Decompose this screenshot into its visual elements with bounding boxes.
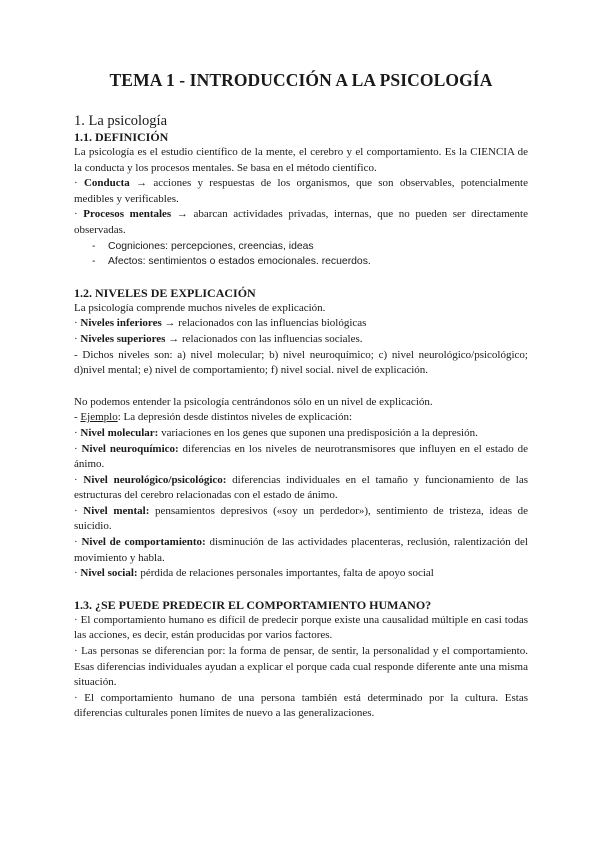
bullet-mark: · [74,317,81,330]
bullet-mark: · [74,177,84,190]
predecir-paragraph: · Las personas se diferencian por: la forma de pensar, de sentir, la personalidad y el comportamiento. Esas diferencias individuales ayudan a explicar el porque cada cual responde diferente ante una misma situación. [74,645,528,689]
nivel-text: diferencias individuales en el tamaño y funcionamiento de las estructuras del cerebro relacionadas con el estado de ánimo. [74,473,528,502]
subsection-heading-predecir: 1.3. ¿SE PUEDE PREDECIR EL COMPORTAMIENTO HUMANO? [74,597,432,612]
bullet-mark: · [74,332,81,345]
niveles-intro: La psicología comprende muchos niveles de explicación. [74,301,326,314]
procesos-term: Procesos mentales [83,208,172,221]
subsection-heading-niveles: 1.2. NIVELES DE EXPLICACIÓN [74,285,256,300]
list-item-text: Afectos: sentimientos o estados emocionales. recuerdos. [108,256,371,268]
procesos-text: → abarcan actividades privadas, internas, que no pueden ser directamente observadas. [74,208,528,236]
dichos-niveles-paragraph: - Dichos niveles son: a) nivel molecular; b) nivel neuroquímico; c) nivel neurológico/psicológico; d)nivel mental; e) nivel de comportamiento; f) nivel social. nivel de explicación. [74,348,528,377]
nivel-item [74,566,528,582]
nivel-item [74,504,528,535]
dash-mark: - [92,256,96,268]
bullet-mark: · [74,473,84,486]
superiores-text: → relacionados con las influencias sociales. [165,332,363,345]
section-heading-psicologia: 1. La psicología [74,113,168,129]
nivel-item [74,535,528,566]
nivel-item [74,442,528,473]
subsection-heading-definicion: 1.1. DEFINICIÓN [74,130,169,144]
list-item [92,254,528,270]
bullet-mark: · [74,442,82,455]
nivel-text: disminución de las actividades placenteras, reclusión, ralentización del movimiento y habla. [74,536,528,564]
nivel-term: Nivel social: [80,567,138,580]
conducta-text: → acciones y respuestas de los organismos, que son observables, potencialmente medibles y verificables. [74,177,528,205]
ejemplo-label: Ejemplo [80,411,118,424]
definition-paragraph: La psicología es el estudio científico de la mente, el cerebro y el comportamiento. Es la CIENCIA de la conducta y los procesos mentales. Se basa en el método científico. [74,146,528,174]
nivel-item [74,426,528,442]
nivel-term: Nivel mental: [83,504,150,517]
bullet-mark: · [74,567,81,580]
conducta-paragraph [74,176,528,207]
list-item [92,239,528,255]
nivel-text: pensamientos depresivos («soy un perdedor»), sentimiento de tristeza, ideas de suicidio. [74,504,529,533]
ejemplo-line [74,410,528,426]
niveles-superiores [74,332,528,348]
ejemplo-text: : La depresión desde distintos niveles de explicación: [117,411,353,424]
nivel-text: diferencias en los niveles de neurotransmisores que influyen en el estado de ánimo. [74,442,528,471]
bullet-mark: · [74,426,81,439]
bullet-mark: · [74,504,84,517]
document-title: TEMA 1 - INTRODUCCIÓN A LA PSICOLOGÍA [109,70,493,90]
dash-mark: - [74,411,81,424]
mental-process-list [74,239,528,270]
nivel-term: Nivel neuroquímico: [81,442,179,455]
nivel-term: Nivel neurológico/psicológico: [83,473,227,486]
nivel-term: Nivel de comportamiento: [81,536,206,549]
predecir-paragraph: · El comportamiento humano es difícil de predecir porque existe una causalidad múltiple en casi todas las acciones, es decir, están producidas por varios factores. [74,613,528,642]
nivel-text: pérdida de relaciones personales importantes, falta de apoyo social [137,567,434,580]
document-page [74,70,528,722]
list-item-text: Cogniciones: percepciones, creencias, ideas [108,240,314,252]
conducta-term: Conducta [83,177,130,190]
predecir-paragraph: · El comportamiento humano de una persona también está determinado por la cultura. Estas diferencias culturales ponen límites de nuevo a las generalizaciones. [74,691,528,720]
nivel-term: Nivel molecular: [80,426,159,439]
inferiores-text: → relacionados con las influencias biológicas [161,317,367,330]
inferiores-term: Niveles inferiores [80,317,162,330]
superiores-term: Niveles superiores [80,332,166,345]
niveles-inferiores [74,316,528,332]
procesos-paragraph [74,207,528,238]
bullet-mark: · [74,536,82,549]
nivel-item [74,473,528,504]
nivel-text: variaciones en los genes que suponen una predisposición a la depresión. [158,426,478,439]
bullet-mark: · [74,208,84,221]
no-podemos-paragraph: No podemos entender la psicología centrándonos sólo en un nivel de explicación. [74,395,433,408]
dash-mark: - [92,240,96,252]
